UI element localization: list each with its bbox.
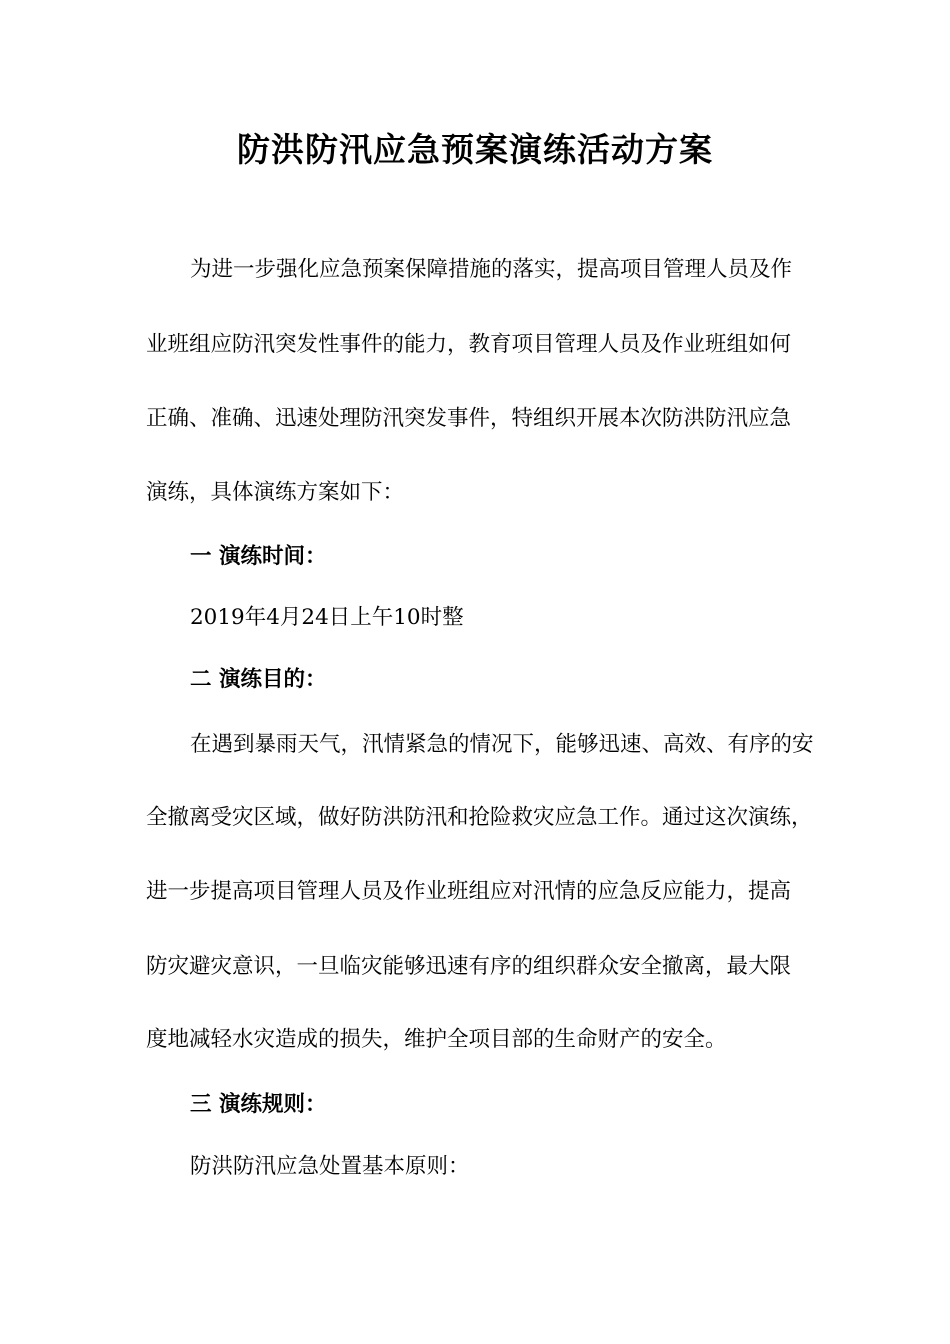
text-line: 正确、准确、迅速处理防汛突发事件，特组织开展本次防洪防汛应急 (146, 406, 792, 431)
text-line: 防灾避灾意识，一旦临灾能够迅速有序的组织群众安全撤离，最大限 (146, 954, 792, 979)
text-line: 全撤离受灾区域，做好防洪防汛和抢险救灾应急工作。通过这次演练， (146, 805, 813, 830)
rules-text: 防洪防汛应急处置基本原则： (190, 1154, 470, 1179)
text-line: 进一步提高项目管理人员及作业班组应对汛情的应急反应能力，提高 (146, 879, 792, 904)
drill-time: 2019年4月24日上午10时整 (190, 605, 464, 630)
section-heading-purpose: 二 演练目的： (190, 667, 327, 692)
text-line: 为进一步强化应急预案保障措施的落实，提高项目管理人员及作 (190, 257, 793, 282)
text-line: 演练，具体演练方案如下： (146, 480, 405, 505)
text-line: 度地减轻水灾造成的损失，维护全项目部的生命财产的安全。 (146, 1027, 727, 1052)
page-title: 防洪防汛应急预案演练活动方案 (237, 130, 713, 169)
text-line: 业班组应防汛突发性事件的能力，教育项目管理人员及作业班组如何 (146, 332, 792, 357)
text-line: 在遇到暴雨天气，汛情紧急的情况下，能够迅速、高效、有序的安 (190, 732, 814, 757)
section-heading-time: 一 演练时间： (190, 544, 327, 569)
section-heading-rules: 三 演练规则： (190, 1092, 327, 1117)
